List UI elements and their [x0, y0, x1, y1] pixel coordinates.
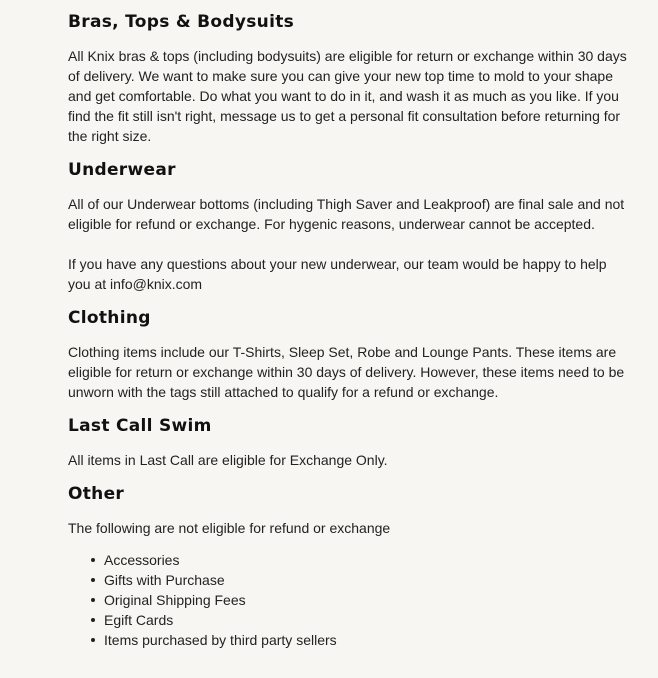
bras-policy-text: All Knix bras & tops (including bodysuits) are eligible for return or exchange within 30 days of delivery. We want to make sure you can give your new top time to mold to your shape and get comfortable. Do what you want to do in it, and wash it as much as you like. If you find the fit still isn't right, message us to get a personal fit consultation before returning for the right size. — [68, 48, 627, 144]
heading-bras-tops-bodysuits: Bras, Tops & Bodysuits — [68, 12, 295, 32]
support-email-link[interactable]: info@knix.com — [110, 276, 203, 292]
section-bras-tops-bodysuits — [68, 10, 628, 146]
list-item: Original Shipping Fees — [104, 590, 628, 610]
heading-underwear: Underwear — [68, 160, 176, 180]
section-last-call-swim — [68, 414, 628, 470]
underwear-policy-text: All of our Underwear bottoms (including Thigh Saver and Leakproof) are final sale and not eligible for refund or exchange. For hygenic reasons, underwear cannot be accepted. — [68, 196, 625, 232]
list-item: Egift Cards — [104, 610, 628, 630]
last-call-policy-text: All items in Last Call are eligible for Exchange Only. — [68, 452, 388, 468]
non-returnable-list — [68, 550, 628, 650]
return-policy-content — [68, 10, 628, 650]
clothing-policy-text: Clothing items include our T-Shirts, Sleep Set, Robe and Lounge Pants. These items are eligible for return or exchange within 30 days of delivery. However, these items need to be unworn with the tags still attached to qualify for a refund or exchange. — [68, 344, 625, 400]
section-underwear — [68, 158, 628, 294]
heading-last-call-swim: Last Call Swim — [68, 416, 212, 436]
heading-clothing: Clothing — [68, 308, 151, 328]
underwear-contact-text — [68, 254, 628, 294]
underwear-contact-prefix: If you have any questions about your new underwear, our team would be happy to help you at — [68, 256, 607, 292]
section-other — [68, 482, 628, 650]
list-item: Items purchased by third party sellers — [104, 630, 628, 650]
section-clothing — [68, 306, 628, 402]
list-item: Gifts with Purchase — [104, 570, 628, 590]
list-item: Accessories — [104, 550, 628, 570]
heading-other: Other — [68, 484, 125, 504]
other-policy-text: The following are not eligible for refund or exchange — [68, 520, 391, 536]
